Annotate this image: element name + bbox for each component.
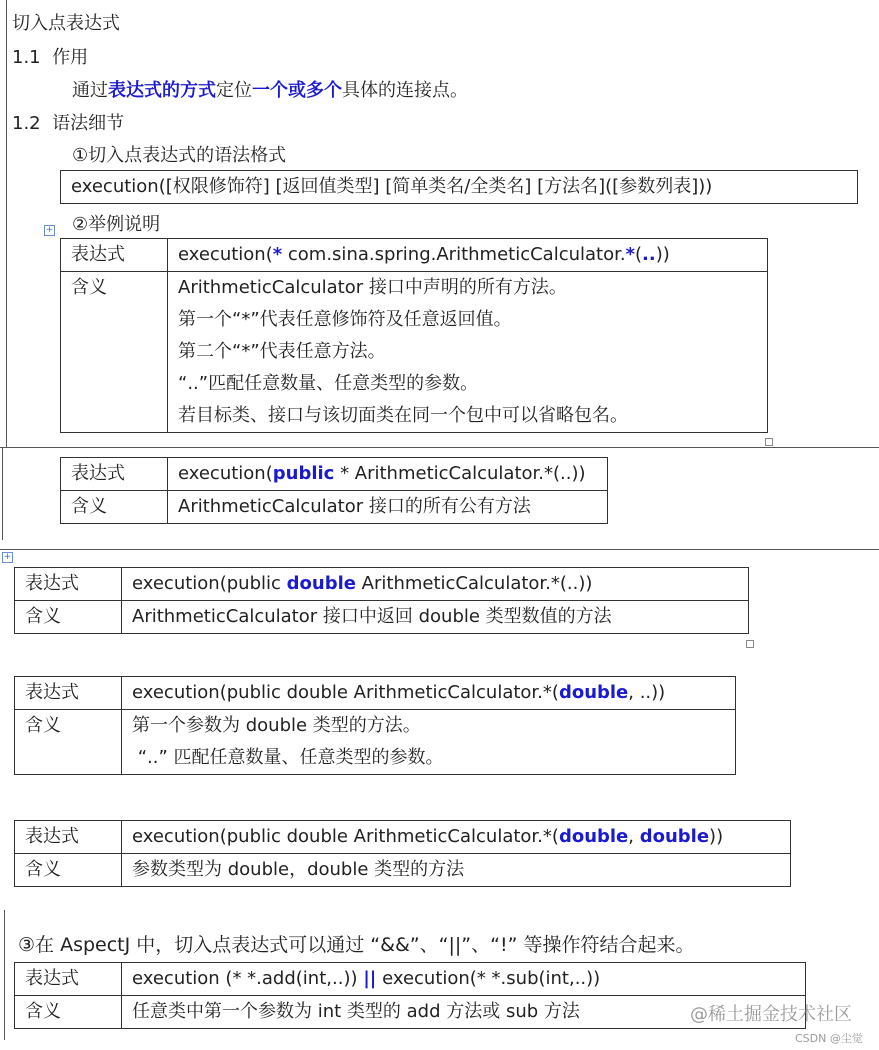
- meaning-label: [15, 601, 122, 634]
- meaning-line: ArithmeticCalculator 接口中返回 double 类型数值的方法: [132, 606, 612, 627]
- expression-text: [132, 821, 780, 853]
- expression-label: [15, 568, 122, 601]
- example-table: [14, 567, 749, 634]
- meaning-label: [15, 710, 122, 775]
- label-text: 含义: [71, 496, 107, 517]
- meaning-line: 第一个参数为 double 类型的方法。: [132, 715, 421, 736]
- label-text: 含义: [25, 715, 61, 736]
- expression-label: [15, 963, 122, 996]
- expression-value: [122, 963, 806, 996]
- expression-value: [168, 458, 608, 491]
- watermark-site: @稀土掘金技术社区: [690, 1004, 852, 1025]
- label-text: 表达式: [71, 244, 125, 265]
- label-text: 表达式: [25, 968, 79, 989]
- label-text: 表达式: [25, 573, 79, 594]
- meaning-row: [15, 996, 806, 1029]
- watermark-author: CSDN @尘觉: [795, 1032, 863, 1045]
- text-segment: 通过: [72, 80, 108, 101]
- meaning-label: [15, 996, 122, 1029]
- highlighted-text: 表达式的方式: [108, 80, 216, 101]
- expression-text: [132, 963, 795, 995]
- example-table: [14, 676, 736, 775]
- text-segment: ,: [628, 826, 640, 847]
- meaning-row: [61, 272, 768, 433]
- meaning-line: “..” 匹配任意数量、任意类型的参数。: [132, 747, 444, 768]
- expression-label: [61, 239, 168, 272]
- panel-border: [2, 447, 3, 540]
- highlighted-text: 一个或多个: [252, 80, 342, 101]
- table-resize-handle[interactable]: [765, 438, 773, 446]
- label-text: 表达式: [25, 826, 79, 847]
- expression-row: [15, 963, 806, 996]
- highlighted-text: ||: [363, 968, 377, 989]
- meaning-line: ArithmeticCalculator 接口的所有公有方法: [178, 496, 531, 517]
- expression-value: [122, 821, 791, 854]
- syntax-box: execution([权限修饰符] [返回值类型] [简单类名/全类名] [方法名]([参数列表])): [60, 170, 858, 204]
- label-text: 表达式: [25, 682, 79, 703]
- example-table: [14, 820, 791, 887]
- section-1-1-body: [72, 76, 468, 102]
- expression-text: [178, 239, 757, 271]
- divider: [0, 447, 879, 448]
- highlighted-text: *: [625, 244, 635, 265]
- text-segment: )): [709, 826, 724, 847]
- text-segment: execution(: [178, 463, 273, 484]
- expression-value: [122, 568, 749, 601]
- text-segment: execution (* *.add(int,..)): [132, 968, 364, 989]
- expression-label: [15, 821, 122, 854]
- panel-border: [4, 910, 5, 1040]
- example-table: [14, 962, 806, 1029]
- meaning-line: “..”匹配任意数量、任意类型的参数。: [178, 373, 479, 394]
- table-resize-handle[interactable]: [746, 640, 754, 648]
- expression-row: [15, 677, 736, 710]
- meaning-line: 任意类中第一个参数为 int 类型的 add 方法或 sub 方法: [132, 1001, 580, 1022]
- page-title: 切入点表达式: [12, 13, 120, 34]
- meaning-line: 参数类型为 double，double 类型的方法: [132, 859, 465, 880]
- text-segment: ArithmeticCalculator.*(..)): [355, 573, 593, 594]
- text-segment: )): [655, 244, 670, 265]
- example-table: [60, 238, 768, 433]
- expression-value: [168, 239, 768, 272]
- text-segment: 具体的连接点。: [342, 80, 468, 101]
- expression-row: [15, 568, 749, 601]
- section-number: 1.1: [12, 47, 41, 68]
- section-1-2-heading: [12, 109, 124, 135]
- highlighted-text: ..: [642, 244, 656, 265]
- label-text: 含义: [25, 859, 61, 880]
- text-segment: , ..)): [628, 682, 666, 703]
- meaning-line: 若目标类、接口与该切面类在同一个包中可以省略包名。: [178, 405, 628, 426]
- operators-note: ③在 AspectJ 中，切入点表达式可以通过 “&&”、“||”、“!” 等操作符结合起来。: [18, 934, 695, 956]
- section-title: 作用: [52, 47, 89, 68]
- text-segment: execution(public double ArithmeticCalculator.*(: [132, 682, 559, 703]
- expression-row: [61, 239, 768, 272]
- panel-border: [6, 0, 7, 447]
- expression-label: [15, 677, 122, 710]
- section-1-1-heading: [12, 43, 88, 69]
- expression-row: [61, 458, 608, 491]
- meaning-line: ArithmeticCalculator 接口中声明的所有方法。: [178, 277, 567, 298]
- label-text: 含义: [71, 277, 107, 298]
- meaning-row: [15, 710, 736, 775]
- highlighted-text: double: [558, 682, 629, 703]
- meaning-value: [168, 491, 608, 524]
- text-segment: 定位: [216, 80, 252, 101]
- section-title: 语法细节: [52, 113, 125, 134]
- meaning-row: [15, 601, 749, 634]
- meaning-row: [15, 854, 791, 887]
- expression-text: [178, 458, 597, 490]
- meaning-line: 第二个“*”代表任意方法。: [178, 341, 386, 362]
- text-segment: com.sina.spring.ArithmeticCalculator.: [282, 244, 626, 265]
- highlighted-text: double: [558, 826, 629, 847]
- meaning-value: [168, 272, 768, 433]
- expression-value: [122, 677, 736, 710]
- text-segment: (: [635, 244, 643, 265]
- table-move-icon[interactable]: +: [45, 225, 54, 235]
- expression-text: [132, 568, 738, 600]
- meaning-line: 第一个“*”代表任意修饰符及任意返回值。: [178, 309, 512, 330]
- example-table: [60, 457, 608, 524]
- label-text: 表达式: [71, 463, 125, 484]
- meaning-label: [61, 491, 168, 524]
- expression-label: [61, 458, 168, 491]
- divider: [0, 549, 879, 550]
- highlighted-text: *: [272, 244, 283, 265]
- syntax-subheading: ①切入点表达式的语法格式: [72, 145, 287, 166]
- highlighted-text: double: [286, 573, 356, 594]
- label-text: 含义: [25, 1001, 61, 1022]
- label-text: 含义: [25, 606, 61, 627]
- expression-row: [15, 821, 791, 854]
- table-move-icon[interactable]: +: [3, 552, 12, 562]
- meaning-label: [61, 272, 168, 433]
- meaning-value: [122, 710, 736, 775]
- text-segment: execution(public: [132, 573, 287, 594]
- expression-text: [132, 677, 725, 709]
- text-segment: execution(public double ArithmeticCalculator.*(: [132, 826, 559, 847]
- meaning-row: [61, 491, 608, 524]
- examples-subheading: ②举例说明: [72, 214, 161, 235]
- section-number: 1.2: [12, 113, 41, 134]
- meaning-value: [122, 854, 791, 887]
- highlighted-text: double: [639, 826, 710, 847]
- text-segment: execution(: [178, 244, 273, 265]
- highlighted-text: public: [272, 463, 335, 484]
- meaning-label: [15, 854, 122, 887]
- meaning-value: [122, 601, 749, 634]
- text-segment: execution(* *.sub(int,..)): [376, 968, 601, 989]
- text-segment: * ArithmeticCalculator.*(..)): [334, 463, 586, 484]
